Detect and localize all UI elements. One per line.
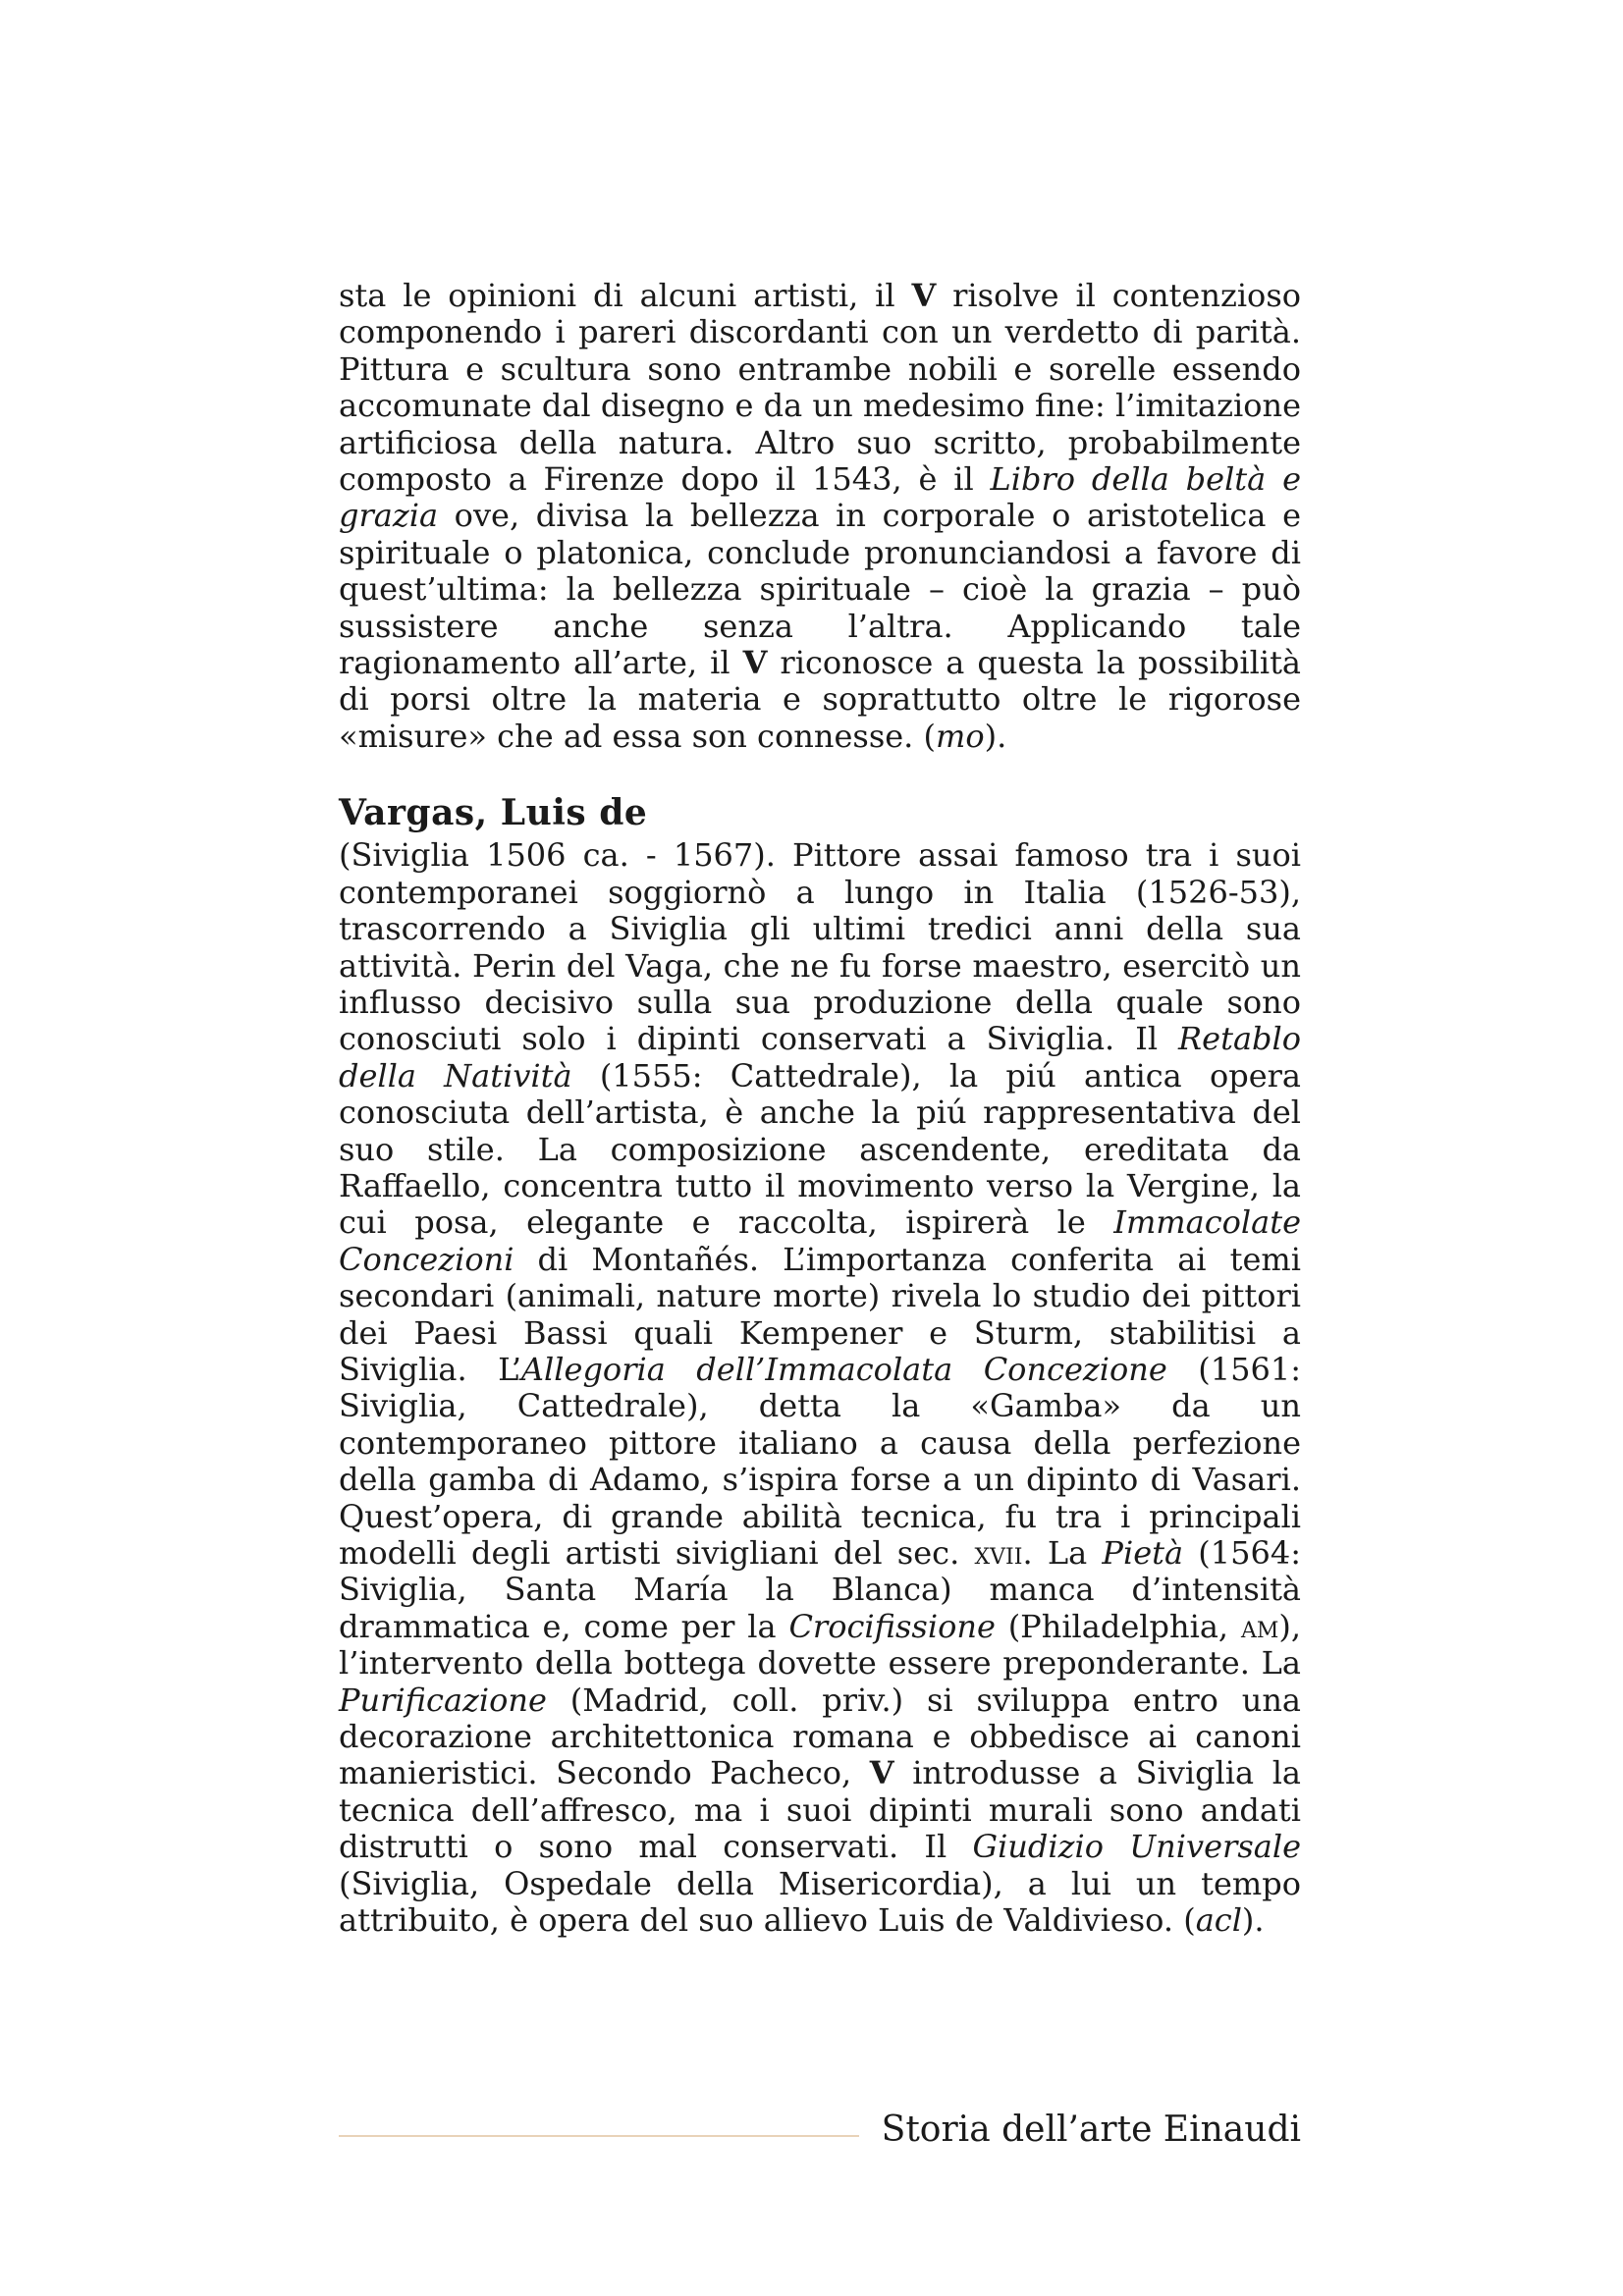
page-footer (339, 2108, 1301, 2157)
italic-run: Retablo della Natività (339, 1020, 1301, 1095)
italic-run: Immacolate Concezioni (339, 1203, 1301, 1278)
italic-run: mo (936, 717, 985, 755)
paragraph-entry-body (339, 837, 1301, 1939)
italic-run: Pietà (1102, 1534, 1184, 1572)
bold-run: V (869, 1754, 894, 1792)
text-run: riconosce a questa la possibilità di porsi oltre la materia e soprattutto oltre le rigorose «misure» che ad essa son connesse. ( (339, 644, 1302, 755)
text-run: (1564: Siviglia, Santa María la Blanca) manca d’intensità drammatica e, come per la (339, 1534, 1302, 1645)
page-content (339, 278, 1301, 1939)
text-run: . La (1022, 1534, 1103, 1572)
text-run: (1555: Cattedrale), la piú antica opera conosciuta dell’artista, è anche la piú rappresentativa del suo stile. La composizione ascendente, ereditata da Raffaello, concentra tutto il movimento verso la Vergine, la cui posa, elegante e raccolta, ispirerà le (339, 1056, 1302, 1242)
text-run: ). (984, 717, 1007, 755)
text-run: (Philadelphia, (995, 1607, 1241, 1645)
text-run: ), l’intervento della bottega dovette essere preponderante. La (339, 1607, 1302, 1682)
text-run: introdusse a Siviglia la tecnica dell’affresco, ma i suoi dipinti murali sono andati distrutti o sono mal conservati. Il (339, 1754, 1301, 1866)
smallcaps-run: xvii (974, 1534, 1023, 1572)
italic-run: Purificazione (339, 1681, 547, 1719)
italic-run: Allegoria dell’Immacolata Concezione (520, 1350, 1167, 1388)
entry-title: Vargas, Luis de (339, 792, 648, 834)
paragraph-continuation (339, 278, 1301, 755)
text-run: (Siviglia 1506 ca. - 1567). Pittore assai famoso tra i suoi contemporanei soggiornò a lungo in Italia (1526-53), trascorrendo a Siviglia gli ultimi tredici anni della sua attività. Perin del Vaga, che ne fu forse maestro, esercitò un influsso decisivo sulla sua produzione della quale sono conosciuti solo i dipinti conservati a Siviglia. Il (339, 836, 1301, 1058)
bold-run: V (742, 644, 768, 682)
italic-run: Libro della beltà e grazia (339, 460, 1302, 535)
footer-publisher-text: Storia dell’arte Einaudi (881, 2109, 1301, 2150)
smallcaps-run: am (1240, 1607, 1279, 1645)
text-run: ). (1241, 1901, 1265, 1940)
italic-run: acl (1195, 1901, 1242, 1940)
italic-run: Giudizio Universale (972, 1828, 1302, 1866)
footer-rule (339, 2135, 859, 2137)
text-run: ove, divisa la bellezza in corporale o aristotelica e spirituale o platonica, conclude pronunciandosi a favore di quest’ultima: la bellezza spirituale – cioè la grazia – può sussistere anche senza l’altra. Applicando tale ragionamento all’arte, il (339, 497, 1301, 682)
italic-run: Crocifissione (788, 1607, 996, 1645)
text-run: sta le opinioni di alcuni artisti, il (339, 277, 912, 314)
text-run: di Montañés. L’importanza conferita ai temi secondari (animali, nature morte) rivela lo studio dei pittori dei Paesi Bassi quali Kempener e Sturm, stabilitisi a Siviglia. L’ (339, 1240, 1301, 1388)
text-run: risolve il contenzioso componendo i pareri discordanti con un verdetto di parità. Pittura e scultura sono entrambe nobili e sorelle essendo accomunate dal disegno e da un medesimo fine: l’imitazione artificiosa della natura. Altro suo scritto, probabilmente composto a Firenze dopo il 1543, è il (339, 277, 1302, 499)
text-run: (Siviglia, Ospedale della Misericordia), a lui un tempo attribuito, è opera del suo allievo Luis de Valdivieso. ( (339, 1864, 1301, 1940)
bold-run: V (911, 277, 937, 314)
text-run: (1561: Siviglia, Cattedrale), detta la «Gamba» da un contemporaneo pittore italiano a causa della perfezione della gamba di Adamo, s’ispira forse a un dipinto di Vasari. Quest’opera, di grande abilità tecnica, fu tra i principali modelli degli artisti sivigliani del sec. (339, 1350, 1302, 1572)
text-run: (Madrid, coll. priv.) si sviluppa entro una decorazione architettonica romana e obbedisce ai canoni manieristici. Secondo Pacheco, (339, 1681, 1301, 1792)
